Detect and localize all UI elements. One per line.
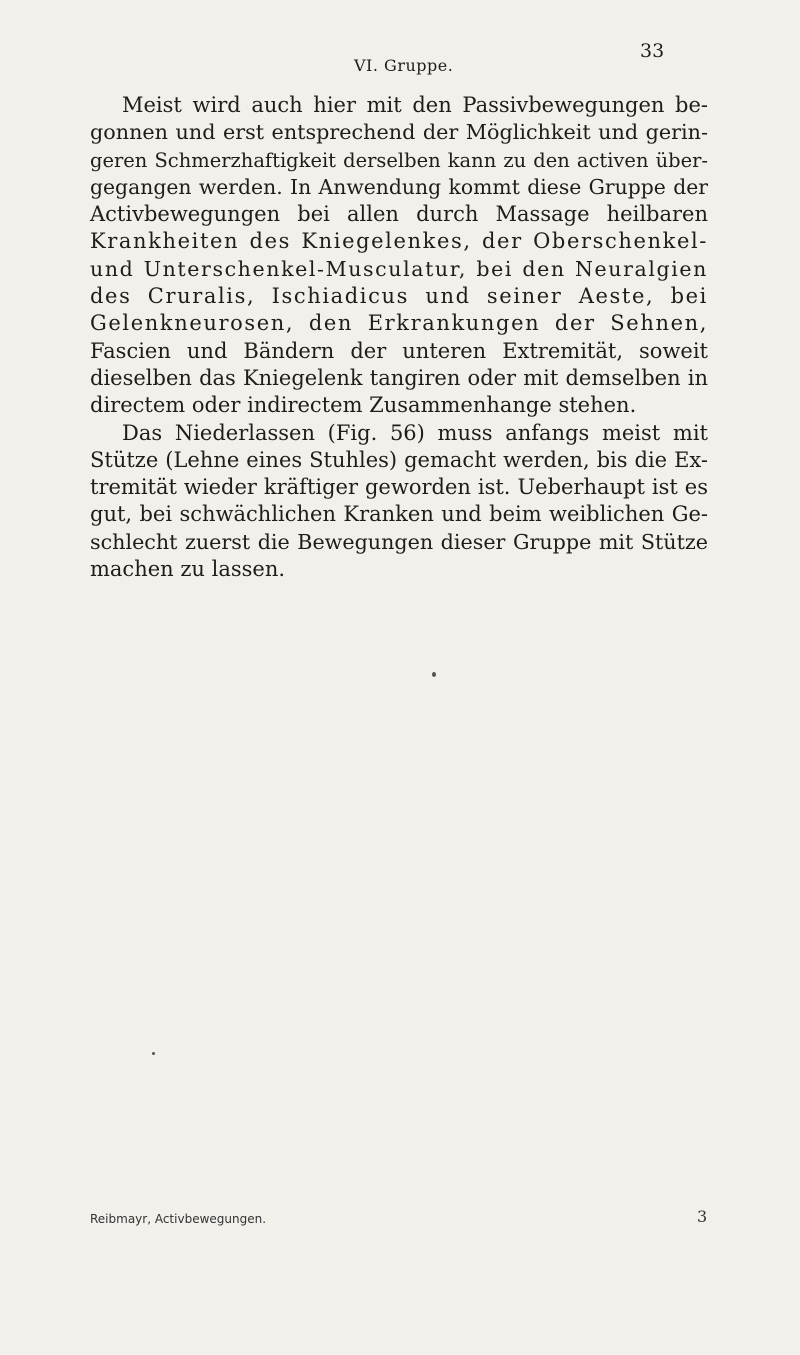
text-line: gegangen werden. In Anwendung kommt diese Gruppe der — [90, 174, 708, 199]
text-line: Meist wird auch hier mit den Passivbewegungen be- — [122, 93, 708, 117]
ink-speck — [152, 1052, 155, 1055]
text-line: Krankheiten des Kniegelenkes, der Oberschenkel- — [90, 229, 708, 254]
signature-mark: 3 — [697, 1207, 708, 1226]
text-line: gut, bei schwächlichen Kranken und beim weiblichen Ge- — [90, 502, 708, 527]
text-line: schlecht zuerst die Bewegungen dieser Gruppe mit Stütze — [90, 529, 708, 554]
text-line: tremität wieder kräftiger geworden ist. Ueberhaupt ist es — [90, 475, 708, 500]
footer-signature: Reibmayr, Activbewegungen. — [90, 1212, 267, 1226]
text-line: und Unterschenkel-Musculatur, bei den Neuralgien — [90, 256, 708, 281]
text-line: gonnen und erst entsprechend der Möglichkeit und gerin- — [90, 120, 708, 145]
ink-speck — [432, 672, 436, 677]
text-line: dieselben das Kniegelenk tangiren oder mit demselben in — [90, 365, 708, 390]
body-text — [90, 92, 708, 583]
text-line: Das Niederlassen (Fig. 56) muss anfangs meist mit — [122, 420, 708, 445]
text-line: des Cruralis, Ischiadicus und seiner Aeste, bei — [90, 284, 708, 309]
text-line: directem oder indirectem Zusammenhange stehen. — [90, 393, 637, 418]
text-line: Stütze (Lehne eines Stuhles) gemacht werden, bis die Ex- — [90, 447, 708, 472]
text-line: machen zu lassen. — [90, 557, 286, 582]
text-line: Activbewegungen bei allen durch Massage heilbaren — [90, 202, 708, 227]
text-line: Fascien und Bändern der unteren Extremität, soweit — [90, 338, 708, 363]
running-head: VI. Gruppe. — [354, 56, 454, 75]
page-number: 33 — [640, 40, 665, 62]
text-line: geren Schmerzhaftigkeit derselben kann zu den activen über- — [90, 148, 708, 172]
text-line: Gelenkneurosen, den Erkrankungen der Sehnen, — [90, 311, 708, 336]
